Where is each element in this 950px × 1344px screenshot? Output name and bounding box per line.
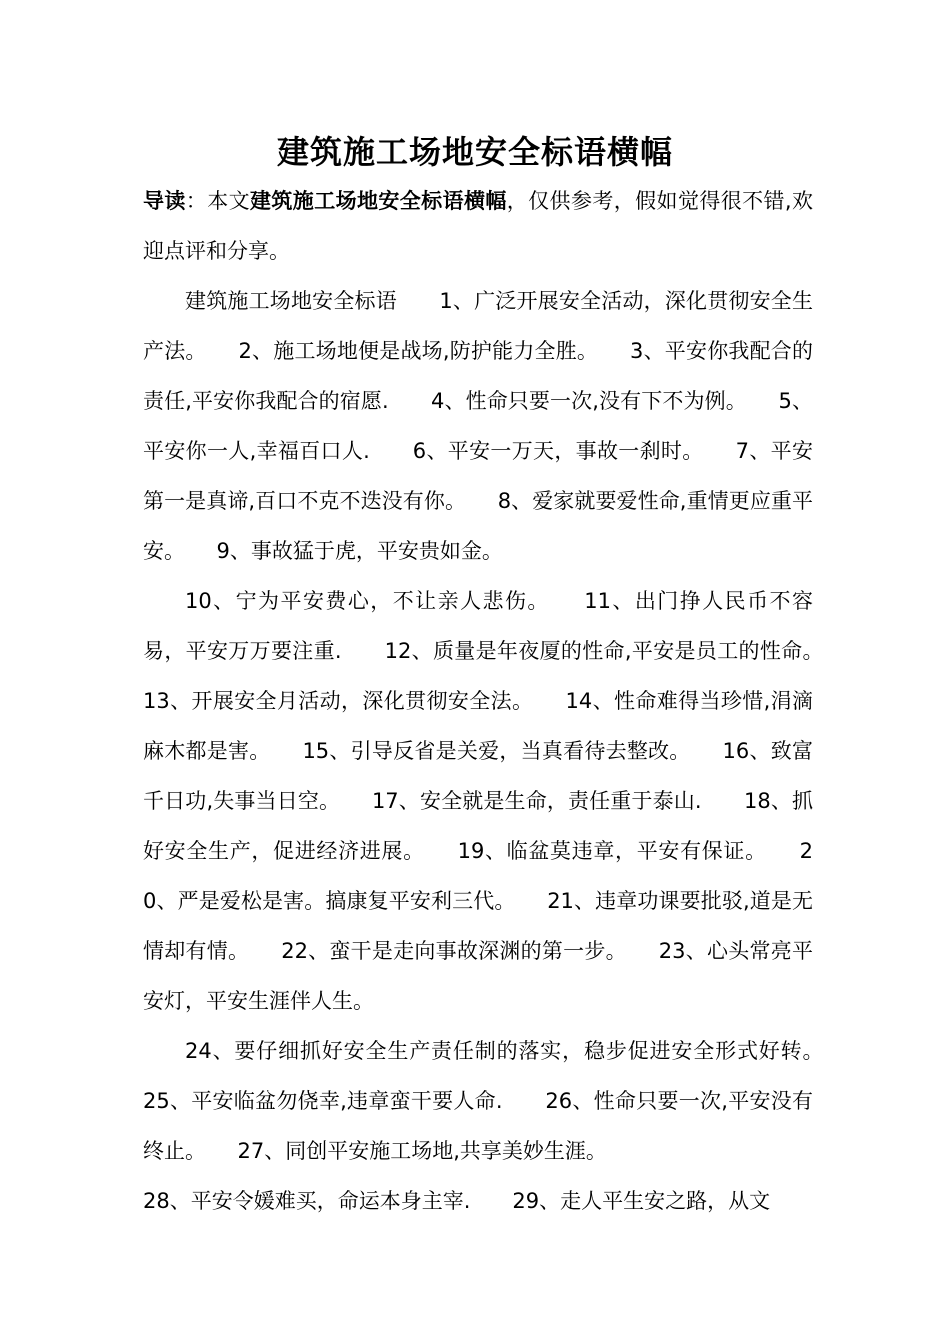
intro-rest: ，仅供参考，假如觉得很不错,欢迎点评和分享。 <box>143 189 814 263</box>
paragraph-1: 建筑施工场地安全标语 1、广泛开展安全活动，深化贯彻安全生产法。 2、施工场地便是战场,防护能力全胜。 3、平安你我配合的责任,平安你我配合的宿愿. 4、性命只要一次,没有下不为例。 5、平安你一人,幸福百口人. 6、平安一万天，事故一刹时。 7、平安第一是真谛,百口不克不迭没有你。 8、爱家就要爱性命,重情更应重平安。 9、事故猛于虎，平安贵如金。 <box>143 289 813 563</box>
intro-bold-title: 建筑施工场地安全标语横幅 <box>250 189 507 213</box>
body-text <box>143 276 855 1226</box>
intro-paragraph <box>143 176 813 276</box>
intro-colon: ：本文 <box>185 189 250 213</box>
paragraph-4: 28、平安令媛难买，命运本身主宰. 29、走人平生安之路，从文 <box>143 1189 771 1213</box>
paragraph-2: 10、宁为平安费心，不让亲人悲伤。 11、出门挣人民币不容易，平安万万要注重. 12、质量是年夜厦的性命,平安是员工的性命。 13、开展安全月活动，深化贯彻安全法。 14、性命难得当珍惜,涓滴麻木都是害。 15、引导反省是关爱，当真看待去整改。 16、致富千日功,失事当日空。 17、安全就是生命，责任重于泰山. 18、抓好安全生产，促进经济进展。 19、临盆莫违章，平安有保证。 20、严是爱松是害。搞康复平安利三代。 21、违章功课要批驳,道是无情却有情。 22、蛮干是走向事故深渊的第一步。 23、心头常亮平安灯，平安生涯伴人生。 <box>143 589 855 1013</box>
document-title: 建筑施工场地安全标语横幅 <box>276 133 673 171</box>
intro-label: 导读 <box>143 189 186 213</box>
paragraph-3: 24、要仔细抓好安全生产责任制的落实，稳步促进安全形式好转。 25、平安临盆勿侥幸,违章蛮干要人命. 26、性命只要一次,平安没有终止。 27、同创平安施工场地,共享美妙生涯。 <box>143 1039 855 1163</box>
